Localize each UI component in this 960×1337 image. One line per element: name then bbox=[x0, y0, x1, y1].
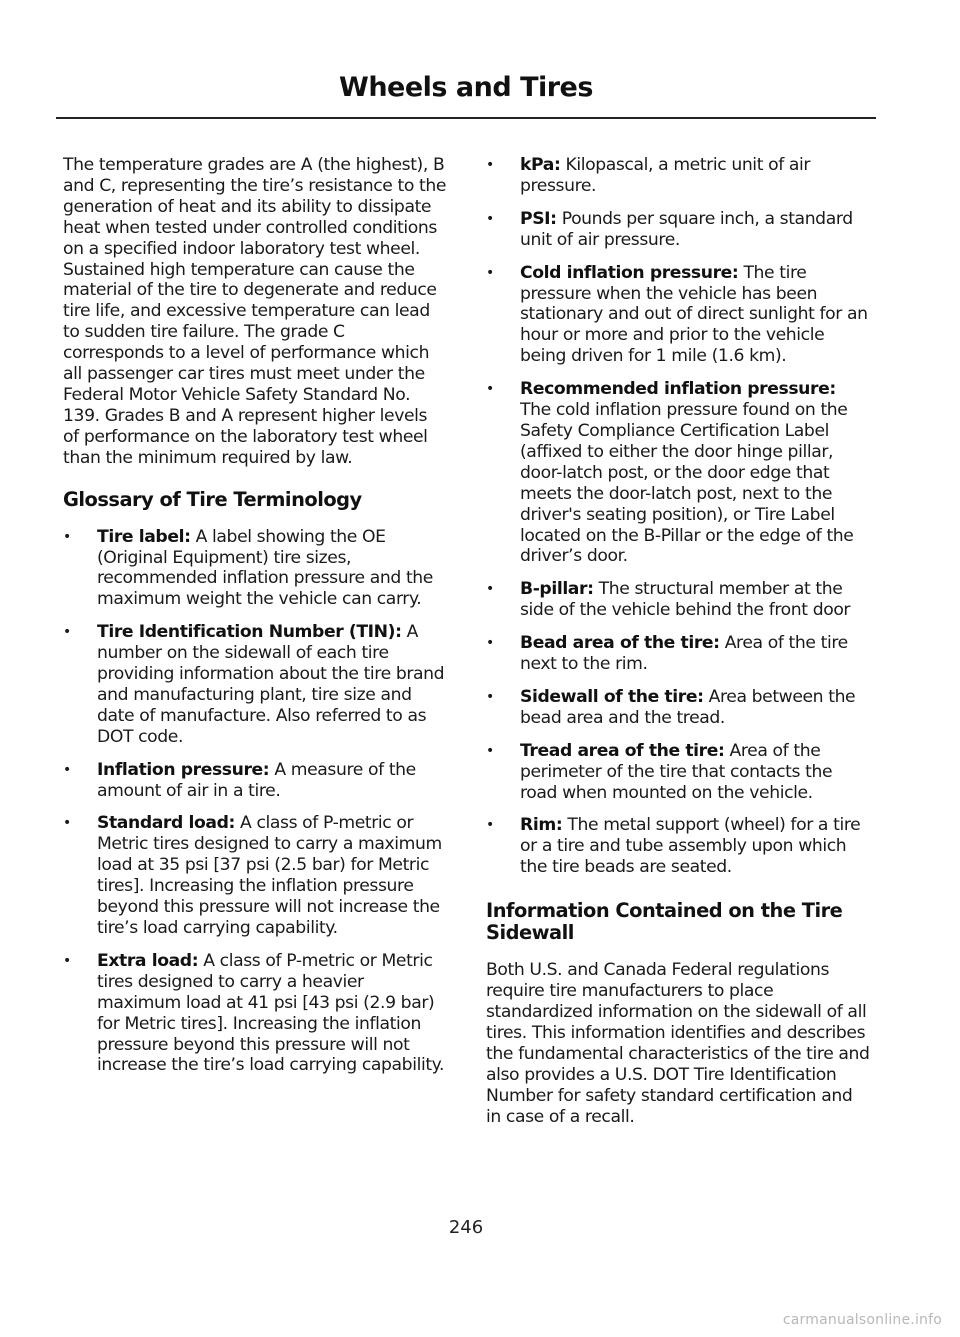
glossary-definition: Area between the bead area and the tread. bbox=[520, 686, 856, 728]
glossary-definition: The metal support (wheel) for a tire or a tire and tube assembly upon which the tire beads are seated. bbox=[520, 815, 861, 878]
glossary-definition: A class of P-metric or Metric tires designed to carry a maximum load at 35 psi [37 psi (2.5 bar) for Metric tires]. Increasing the inflation pressure beyond this pressure will not increase the tire’s load carrying capability. bbox=[97, 813, 442, 938]
glossary-term: Bead area of the tire: bbox=[520, 633, 720, 654]
glossary-term: Extra load: bbox=[97, 950, 199, 971]
glossary-term: Tread area of the tire: bbox=[520, 740, 725, 761]
glossary-item-recommended-inflation-pressure bbox=[486, 379, 870, 567]
glossary-item-psi bbox=[486, 209, 870, 251]
glossary-item-rim bbox=[486, 815, 870, 878]
glossary-definition: Kilopascal, a metric unit of air pressure. bbox=[520, 155, 811, 196]
sidewall-heading: Information Contained on the Tire Sidewall bbox=[486, 899, 843, 945]
glossary-term: B-pillar: bbox=[520, 579, 594, 600]
glossary-definition: A number on the sidewall of each tire providing information about the tire brand and manufacturing plant, tire size and date of manufacture. Also referred to as DOT code. bbox=[97, 622, 445, 747]
glossary-item-inflation-pressure bbox=[63, 760, 447, 802]
glossary-definition: A label showing the OE (Original Equipment) tire sizes, recommended inflation pressure and the maximum weight the vehicle can carry. bbox=[97, 526, 433, 610]
glossary-item-kpa bbox=[486, 155, 870, 197]
glossary-item-sidewall bbox=[486, 687, 870, 729]
glossary-item-tread-area bbox=[486, 741, 870, 804]
glossary-term: Tire Identification Number (TIN): bbox=[97, 622, 402, 643]
watermark-text: carmanualsonline.info bbox=[782, 1312, 942, 1328]
glossary-item-b-pillar bbox=[486, 579, 870, 621]
glossary-term: Rim: bbox=[520, 815, 563, 836]
glossary-definition: Area of the tire next to the rim. bbox=[520, 633, 848, 675]
glossary-list-left bbox=[63, 527, 447, 1077]
glossary-item-extra-load bbox=[63, 951, 447, 1076]
glossary-term: Sidewall of the tire: bbox=[520, 686, 704, 707]
right-column bbox=[486, 155, 870, 1139]
sidewall-paragraph: Both U.S. and Canada Federal regulations require tire manufacturers to place standardized information on the sidewall of all tires. This information identifies and describes the fundamental characteristics of the tire and also provides a U.S. DOT Tire Identification Number for safety standard certification and in case of a recall. bbox=[486, 960, 870, 1127]
glossary-term: Cold inflation pressure: bbox=[520, 262, 739, 283]
glossary-term: Tire label: bbox=[97, 526, 191, 547]
glossary-term: Standard load: bbox=[97, 813, 235, 834]
glossary-definition: Pounds per square inch, a standard unit of air pressure. bbox=[520, 208, 853, 250]
header-divider bbox=[56, 117, 876, 119]
glossary-definition: The structural member at the side of the vehicle behind the front door bbox=[520, 579, 851, 621]
glossary-definition: Area of the perimeter of the tire that contacts the road when mounted on the vehicle. bbox=[520, 740, 833, 803]
glossary-list-right bbox=[486, 155, 870, 878]
glossary-definition: A class of P-metric or Metric tires designed to carry a heavier maximum load at 41 psi [43 psi (2.9 bar) for Metric tires]. Increasing the inflation pressure beyond this pressure will not increase the tire’s load carrying capability. bbox=[97, 950, 445, 1076]
left-column bbox=[63, 155, 447, 1088]
glossary-term: Recommended inflation pressure: bbox=[520, 379, 836, 400]
temperature-grades-paragraph: The temperature grades are A (the highest), B and C, representing the tire’s resistance to the generation of heat and its ability to dissipate heat when tested under controlled conditions on a specified indoor laboratory test wheel. Sustained high temperature can cause the material of the tire to degenerate and reduce tire life, and excessive temperature can lead to sudden tire failure. The grade C corresponds to a level of performance which all passenger car tires must meet under the Federal Motor Vehicle Safety Standard No. 139. Grades B and A represent higher levels of performance on the laboratory test wheel than the minimum required by law. bbox=[63, 155, 447, 468]
glossary-definition: A measure of the amount of air in a tire. bbox=[97, 759, 416, 801]
glossary-definition: The tire pressure when the vehicle has been stationary and out of direct sunlight for an hour or more and prior to the vehicle being driven for 1 mile (1.6 km). bbox=[520, 262, 868, 367]
glossary-term: PSI: bbox=[520, 208, 557, 229]
glossary-item-bead-area bbox=[486, 633, 870, 675]
glossary-item-tin bbox=[63, 622, 447, 747]
glossary-item-cold-inflation-pressure bbox=[486, 263, 870, 368]
page-title: Wheels and Tires bbox=[339, 72, 593, 103]
glossary-term: kPa: bbox=[520, 155, 561, 175]
glossary-item-standard-load bbox=[63, 813, 447, 938]
glossary-definition: The cold inflation pressure found on the Safety Compliance Certification Label (affixed to either the door hinge pillar, door-latch post, or the door edge that meets the door-latch post, next to the driver's seating position), or Tire Label located on the B-Pillar or the edge of the driver’s door. bbox=[520, 400, 854, 567]
glossary-item-tire-label bbox=[63, 527, 447, 611]
glossary-term: Inflation pressure: bbox=[97, 759, 270, 780]
page-number: 246 bbox=[448, 1217, 484, 1238]
glossary-heading: Glossary of Tire Terminology bbox=[63, 487, 362, 511]
